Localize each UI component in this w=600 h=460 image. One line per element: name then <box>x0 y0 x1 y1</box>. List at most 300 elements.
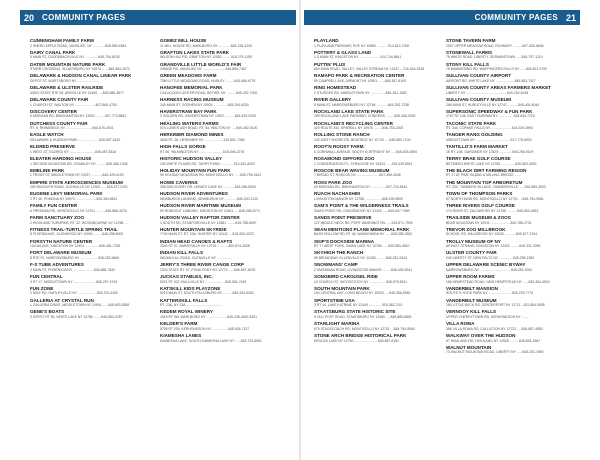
listing-entry <box>314 309 450 319</box>
listing-entry <box>314 85 450 95</box>
page-fold <box>299 0 301 460</box>
listing-entry <box>30 121 166 131</box>
listing-entry <box>446 85 582 95</box>
listing-name: ROCKLAND'S RECYCLING CENTER <box>314 120 393 126</box>
listing-name: TROLLY MUSEUM OF NY <box>446 238 501 244</box>
listing-name: RUACH NACHASHIM <box>314 191 360 197</box>
listing-address: 1 FRONT ST, MIDDLETOWN NY 10927 ............845-329-6100 <box>30 173 124 178</box>
listing-address: SAM'S POINT RD, CRAGSMOOR NY 12420 ......845-647-7989 <box>314 208 410 213</box>
listing-address: 1 GALLERIA DRIVE, MIDDLETOWN NY 10941 ......845-693-8368 <box>30 303 130 308</box>
listing-entry <box>160 333 296 343</box>
listing-name: SONGBIRD CAROUSEL RIDE <box>314 273 378 279</box>
listing-address: 180 LITTLE NECK RD, CENTERPORT NY 11721 ..631-854-5555 <box>446 303 545 308</box>
listing-address: KIAMESHA LAKE, SOUTH KIAMESHA LAKE NY ......845-794-5561 <box>160 338 262 343</box>
listing-entry <box>446 38 582 48</box>
listing-address: 2333 STATE RT. 97, POND EDDY NY 12770 ......845-557-6078 <box>160 267 256 272</box>
listing-name: DELAWARE & HUDSON CANAL LINEAR PARK <box>30 73 132 79</box>
listing-entry <box>314 62 450 72</box>
listing-name: KIAMESHA LANES <box>160 332 202 338</box>
listing-entry <box>314 333 450 343</box>
listing-name: SPORTSTIME USA <box>314 297 355 303</box>
listing-address: 5201 RT 302, BULLVILLE NY .....................845-361-7429 <box>160 279 247 284</box>
listing-address: 1 SECOND MOUNTAIN RD, CRAWLEY NY ..........845-386-1445 <box>30 161 128 166</box>
listing-name: SANDS POINT PRESERVE <box>314 214 372 220</box>
listing-address: 2097 UPPER MEADOW ROAD, ROXBURY ..........607-326-6606 <box>446 43 544 48</box>
listing-address: 2 SNOWMAN ROAD, LIVINGSTON MANOR .........845-439-5641 <box>314 267 413 272</box>
listing-entry <box>314 132 450 142</box>
listing-name: FITNESS TRAIL-TURTLE SPRING TRAIL <box>30 226 118 232</box>
listing-entry <box>30 38 166 48</box>
listing-address: 3 RT 44, LAKE KATRINE NY 12449 ..............518-382-2111 <box>314 303 403 308</box>
listing-name: SKIP'S DOCKSIDE MARINA <box>314 238 375 244</box>
listing-address: UPPER CHERRYTOWN RD, KERHONKSON NY ........ <box>446 314 530 319</box>
listing-name: HAVERSTRAW BAY PARK <box>160 108 217 114</box>
listing-name: SOUTH MOUNTAIN PARK <box>314 285 370 291</box>
listing-name: EAGLE WATCH <box>30 132 64 138</box>
listing-name: ROSAMOND GIFFORD ZOO <box>314 155 375 161</box>
listing-address: 6 CORNWALL AVENUE, SOUTH KORTRIGHT NY .....845-526-0500 <box>314 149 418 154</box>
listing-address: 4626 RT. 28, HERKIMER NY ....................315-891-7355 <box>160 137 245 142</box>
left-page-number: 20 <box>24 12 35 23</box>
listing-entry <box>314 97 450 107</box>
listing-entry <box>446 321 582 331</box>
right-page-header <box>304 10 580 25</box>
listing-address: 574 LOWER ASH ROAD, RT. 64, WALTON NY .....845-482-0100 <box>160 126 258 131</box>
listing-name: SNOWMANS' CAMP <box>314 262 358 268</box>
listing-name: TERRY BRAE GOLF COURSE <box>446 155 511 161</box>
listing-name: WALKWAY OVER THE HUDSON <box>446 332 516 338</box>
listing-entry <box>446 333 582 343</box>
listing-address: 3340 RT 97, BARRYVILLE NY 12719 ............800-874-2628 <box>160 244 250 249</box>
right-page-number: 21 <box>565 12 576 23</box>
listing-entry <box>314 109 450 119</box>
listing-name: FUN CENTRAL <box>30 273 63 279</box>
listing-column-1 <box>30 38 166 450</box>
listing-name: INDIAN HEAD CANOES & RAFTS <box>160 238 233 244</box>
listing-address: 6 MORGAN RD, BINGHAMTON NY 13903 ..........607-773-8661 <box>30 114 127 119</box>
listing-address: 1519 RT 9W, MARLBORO NY ......................845-236-4000-4281 <box>160 314 258 319</box>
listing-name: HISTORIC HUDSON VALLEY <box>160 155 223 161</box>
listing-address: 2 STURGES RD, MIDDLETOWN NY ................845-361-1562 <box>314 90 407 95</box>
listing-entry <box>446 109 582 119</box>
listing-column-2 <box>160 38 296 450</box>
listing-name: TANGER RANG GOLDING <box>446 132 503 138</box>
listing-name: CUNNINGHAM FAMILY FARM <box>30 38 94 43</box>
listing-name: ULSTER COUNTY FAIR <box>446 250 497 256</box>
listing-name: RIVER GALLERY <box>314 96 352 102</box>
listing-entry <box>446 227 582 237</box>
listing-entry <box>160 121 296 131</box>
listing-entry <box>160 203 296 213</box>
listing-name: FAMILY FUN CENTER <box>30 203 78 209</box>
listing-address: 265 MAIN ST, HURLEYVILLE NY 12747 ...........845-434-8044 <box>446 102 540 107</box>
listing-address: 249 LIBERTY ST, NEW PALTZ NY ...............845-255-1380 <box>446 255 535 260</box>
listing-address: 8 RTE 97, NARROWSBURG NY ...................845-252-6660 <box>30 255 120 260</box>
listing-name: THE MOUNTAIN TOP ARBORETUM <box>446 179 523 185</box>
listing-entry <box>314 144 450 154</box>
listing-name: VANDERBILT MUSEUM <box>446 297 497 303</box>
listing-address: CALLICOON CENTER ROAD, BETHEL NY ..........845-252-7000 <box>160 90 258 95</box>
listing-name: FARM SANCTUARY ZOO <box>30 214 85 220</box>
listing-entry <box>160 321 296 331</box>
listing-entry <box>446 50 582 60</box>
listing-address: 299 ROCKLAND LAKE PARKWAY, CONGERS .........845-268-3020 <box>314 114 416 119</box>
listing-name: FORSYTH NATURE CENTER <box>30 238 93 244</box>
listing-address: 240 MAIN ST, GOSHEN NY 10924 ...............845-294-6330 <box>160 102 249 107</box>
listing-name: KATTERSKILL FALLS <box>160 297 208 303</box>
listing-name: WALNUT MOUNTAIN <box>446 344 492 350</box>
listing-address: 675 STAGECOACH RD, MONTICELLO NY 12701 ...845-794-5565 <box>314 326 415 331</box>
listing-name: HUDSON RIVER MARITIME MUSEUM <box>160 203 241 209</box>
listing-entry <box>314 274 450 284</box>
listing-address: RT. 23C, TANNERS VILLAGE, TANNERSVILLE ......518-589-3903 <box>446 185 546 190</box>
listing-name: ROSCOE BEAR WAVING MUSEUM <box>314 167 390 173</box>
listing-name: HUDSON RIVER ADVENTURES <box>160 191 228 197</box>
listing-address: 60 MORGAN RD, BINGHAMTON NY ................607-724-5461 <box>314 185 408 190</box>
left-page-title: COMMUNITY PAGES <box>42 13 126 22</box>
listing-name: STONEWALL FARMS <box>446 49 493 55</box>
listing-address: BEAR MOUNTAIN NY 10911 .....................845-786-2701 <box>446 220 532 225</box>
listing-address: 7740 MAIN ST, RT. 23A, HUNTER NY 12442 ....518-263-4223 <box>160 232 254 237</box>
listing-entry <box>446 62 582 72</box>
listing-address: 8 MAIN ST, NARROWSBURG NY 12764 ............845-252-7238 <box>314 102 409 107</box>
listing-address: DELAWARE & HUDSON PARK ......................845-557-6162 <box>30 137 121 142</box>
listing-address: RT 86, WILMINGTON NY .........................518-946-2278 <box>160 149 245 154</box>
listing-name: HEALING WATERS FARMS <box>160 120 219 126</box>
listing-address: 150 WHITE PLAINS RD, TARRYTOWN ..............914-631-8200 <box>160 161 255 166</box>
listing-name: EMPIRE STATE AEROSCIENCES MUSEUM <box>30 179 123 185</box>
listing-entry <box>160 144 296 154</box>
listing-entry <box>160 168 296 178</box>
listing-name: RING HOMESTEAD <box>314 85 357 91</box>
listing-name: HOWE CAVERNS <box>160 179 198 185</box>
listing-address: 5219 MAIN ST, SOUTH FALLSBURG NY ..........845-434-5262 <box>160 291 254 296</box>
listing-entry <box>30 85 166 95</box>
listing-entry <box>446 309 582 319</box>
listing-entry <box>446 121 582 131</box>
listing-entry <box>30 73 166 83</box>
listing-address: 50 RONDOUT LANDING, KINGSTON NY 12401 .....845-338-0071 <box>160 208 261 213</box>
listing-entry <box>314 191 450 201</box>
listing-entry <box>446 203 582 213</box>
listing-address: 73 WALNUT MOUNTAIN ROAD, LIBERTY NY ......845-292-7690 <box>446 350 544 355</box>
listing-address: 1 SOUTH RD, STANFORDVILLE NY 12581 .........845-758-6957 <box>160 220 257 225</box>
listing-entry <box>314 286 450 296</box>
listing-entry <box>314 215 450 225</box>
listing-address: 1 PLAYLAND PARKWAY, RYE NY 10580 ............914-813-7000 <box>314 43 410 48</box>
listing-address: RT. 344, COPAKE FALLS NY ......................518-329-3993 <box>446 126 533 131</box>
listing-address: BETWEEN WHITE LAKE NY 12786 ...............845-583-4000 <box>446 161 537 166</box>
listing-entry <box>30 62 166 72</box>
listing-name: STONE TAVERN FARM <box>446 38 496 43</box>
listing-address: 186 HEMPSTEAD ROAD, NEW HEMPSTEAD NY ......845-354-4500 <box>446 279 550 284</box>
listing-address: 76 WHITE ROAD, LIBERTY, GERMANTOWN ......845-797-1210 <box>446 55 543 60</box>
listing-address: 194 CENTRAL AVE, LONG BEACH NY 10923 .....845-356-5960 <box>314 291 411 296</box>
listing-address: 55 BROADWAY, ELLENVILLE NY 12428 ..........845-331-9343 <box>314 255 407 260</box>
listing-entry <box>160 97 296 107</box>
listing-address: 5 MAIN ST, CUDDEBACKVILLE NY ..............845-754-8108 <box>30 55 120 60</box>
listing-name: DISCOVERY CENTER <box>30 108 77 114</box>
listing-address: 7360 LITTLE MEADOWS ROAD, HURLEY .........845-466-6778 <box>160 78 256 83</box>
listing-name: EMELINE PARK <box>30 167 65 173</box>
listing-address: AIRPORT RD, WHITE LAKE NY ....................845-583-7427 <box>446 78 536 83</box>
listing-address: 2 SHERD APPLE ROAD, VANSLIKE, NY .............845-583-6383 <box>30 43 127 48</box>
listing-address: 250 RUDOLPH ROAD, GLENVILLE NY 12302 ......518-377-2191 <box>30 185 128 190</box>
listing-name: GREEN MEADOWS FARM <box>160 73 217 79</box>
listing-name: ROCKLAND LAKE STATE PARK <box>314 108 384 114</box>
listing-entry <box>160 239 296 249</box>
listing-name: SEAN MENTIONS PLANE MEMORIAL PARK <box>314 226 410 232</box>
listing-name: JUCKAS STABLES, INC. <box>160 273 214 279</box>
listing-entry <box>446 191 582 201</box>
listing-address: 4 RT 17, MIDDLETOWN NY ........................845-297-1919 <box>30 279 118 284</box>
listing-name: SULLIVAN COUNTY AIRPORT <box>446 73 511 79</box>
listing-address: WILSON HILL RD, GRAFTON NY 12082 .........518-279-1155 <box>160 55 252 60</box>
listing-entry <box>30 309 166 319</box>
listing-name: ELDRED PRESERVE <box>30 144 76 150</box>
listing-address: 174 RIVER ST, ZALOWS RD NY 12768 ...........845-693-4553 <box>446 208 539 213</box>
listing-name: SUPERSONIC SPEEDWAY & FUN PARK <box>446 108 533 114</box>
listing-address: INDIAN KILL ROAD, GLENVILLE NY .............. <box>160 255 231 260</box>
listing-address: 99 HOLIDAY MOUNTAIN RD, MONTICELLO NY ......845-796-3161 <box>160 173 262 178</box>
listing-name: STAATSBURG STATE HISTORIC SITE <box>314 309 396 315</box>
listing-entry <box>446 156 582 166</box>
listing-name: HUDSON VALLEY RAPTOR CENTER <box>160 214 240 220</box>
listing-name: GALLERIA AT CRYSTAL RUN <box>30 297 94 303</box>
listing-address: RT. 9, RHINEBECK NY ............................845-876-4001 <box>30 126 114 131</box>
listing-address: RT 77 WEST FORK, SWAN LAKE NY 12783 ......845-583-4510 <box>314 244 410 249</box>
listing-address: LIBERTY NY ...........................................845-292-6248 <box>446 90 529 95</box>
listing-entry <box>314 250 450 260</box>
listing-entry <box>160 62 296 72</box>
listing-address: STARR CROSSING, SLOATSBURG NY 10974 .......845-364-2670 <box>30 67 130 72</box>
listing-name: EUGENE LEVY MEMORIAL PARK <box>30 191 103 197</box>
listing-name: THREE RIVERS GOLF COURSE <box>446 203 515 209</box>
listing-entry <box>160 156 296 166</box>
listing-name: HANOFEE MEMORIAL PARK <box>160 85 223 91</box>
listing-name: GRAFTON LAKES STATE PARK <box>160 49 230 55</box>
listing-name: INDIAN KILL FALLS <box>160 250 204 256</box>
listing-entry <box>30 203 166 213</box>
listing-name: RAMAPO PARK & RECREATION CENTER <box>314 73 405 79</box>
listing-entry <box>160 50 296 60</box>
listing-address: 2 GOLDEN RD, HAVERSTRAW NY 10927 ..........845-429-9326 <box>160 114 256 119</box>
listing-entry <box>314 298 450 308</box>
listing-name: ROSS PARK ZOO <box>314 179 353 185</box>
listing-entry <box>314 168 450 178</box>
listing-name: VANDERBILT MANSION <box>446 285 498 291</box>
listing-name: SKYHIGH THE RANCH <box>314 250 364 256</box>
listing-address: 5755 RT 209, KERHONKSON NY .................845-626-7137 <box>160 326 250 331</box>
listing-entry <box>160 274 296 284</box>
listing-name: HERKIMER DIAMOND MINES <box>160 132 224 138</box>
listing-entry <box>160 250 296 260</box>
listing-address: 2 RT 45, POMONA NY 10970 ......................845-354-8811 <box>30 196 118 201</box>
listing-name: KELDER'S FARM <box>160 321 198 327</box>
listing-address: NEWBURGH LANDING, NEWBURGH NY .............845-220-2120 <box>160 196 259 201</box>
listing-entry <box>30 274 166 284</box>
listing-entry <box>446 168 582 178</box>
listing-address: RT. 23A, NY 23A ...................................... <box>160 303 223 308</box>
listing-name: GOMEZ MILL HOUSE <box>160 38 207 43</box>
listing-name: GRANDVILLE LITTLE WORLD'S FAIR <box>160 61 242 67</box>
listing-address: 255 DISCOVERY DR, HOWES CAVE NY ............518-296-8900 <box>160 185 256 190</box>
listing-name: F-S TUBE ADVENTURES <box>30 262 84 268</box>
listing-entry <box>30 180 166 190</box>
listing-name: DAIRY CANAL PARK <box>30 49 76 55</box>
listing-column-4 <box>446 38 582 450</box>
listing-entry <box>314 321 450 331</box>
listing-address: RT 17 AT PINE ISLAND & MILLING BRIDGE ....... <box>446 173 522 178</box>
listing-name: HUNTER MOUNTAIN SKYRIDE <box>160 226 227 232</box>
listing-entry <box>314 203 450 213</box>
listing-entry <box>446 215 582 225</box>
listing-entry <box>160 227 296 237</box>
listing-entry <box>446 132 582 142</box>
listing-entry <box>314 227 450 237</box>
listing-address: LUCAS AVE, KINGSTON NY 12401 ...............845-481-7333 <box>30 244 121 249</box>
listing-name: TREVOR ZOO MILLBROOK <box>446 226 506 232</box>
listing-name: TANTILLO'S FARM MARKET <box>446 144 508 150</box>
listing-entry <box>30 50 166 60</box>
listing-entry <box>160 180 296 190</box>
listing-entry <box>30 191 166 201</box>
listing-name: DELAWARE COUNTY FAIR <box>30 96 89 102</box>
listing-name: VILLA ROMA <box>446 321 475 327</box>
listing-entry <box>314 73 450 83</box>
listing-address: 127 MIDDLE NECK RD, PORT WASHINGTON ......516-571-7900 <box>314 220 413 225</box>
listing-entry <box>446 180 582 190</box>
listing-entry <box>446 298 582 308</box>
listing-entry <box>30 286 166 296</box>
listing-address: 3 GRYST RT 55, WHITE LAKE NY 12786 ........845-583-4787 <box>30 314 123 319</box>
listing-address: KENOZA LAKE NY 12750 .........................845-887-6181 <box>314 338 399 343</box>
listing-address: 1 CONSERVATION PL, SYRACUSE NY 13204 ......315-435-8511 <box>314 161 413 166</box>
listing-name: DATER MOUNTAIN NATURE PARK <box>30 61 106 67</box>
listing-entry <box>160 191 296 201</box>
listing-entry <box>314 262 450 272</box>
listing-name: UPPER DELAWARE SCENIC BYWAY <box>446 262 526 268</box>
listing-entry <box>314 50 450 60</box>
listing-entry <box>30 298 166 308</box>
listing-address: MIDDLETOWN NY .....................................917-775-6920 <box>446 137 532 142</box>
listing-address: NARROWSBURG NY .................................845-252-3022 <box>446 267 533 272</box>
listing-address: 11 MILL HOUSE RD, MARLBORO NY .............845-236-3126 <box>160 43 252 48</box>
listing-entry <box>314 38 450 48</box>
listing-entry <box>314 121 450 131</box>
listing-entry <box>314 180 450 190</box>
listing-name: STARLIGHT MARINA <box>314 321 360 327</box>
listing-address: 2 MAIN ST, PHOENICIA NY ......................845-688-7633 <box>30 267 115 272</box>
listing-name: JERRY'S THREE RIVER CANOE CORP <box>160 262 244 268</box>
listing-address: 1 S MAIN ST, KINGSTON NY ......................914-744-6841 <box>314 55 402 60</box>
listing-address: 6 FREEMAN RD, MONTICELLO NY 12701 ..........845-888-3276 <box>30 208 127 213</box>
listing-address: 8 FLORIDA AVE, GLENWOOD NY 12594 .........845-298-5000 <box>30 232 124 237</box>
listing-address: 5 OLD POST ROAD, STAATSBURG NY 12580 .....845-889-8851 <box>314 314 412 319</box>
listing-entry <box>314 239 450 249</box>
listing-entry <box>314 156 450 166</box>
listing-name: ROLLING STONE RANCH <box>314 132 370 138</box>
listing-entry <box>30 239 166 249</box>
listing-address: 87 HAVILAND RD, HIGHLAND NY 12528 ..........845-834-2867 <box>446 338 541 343</box>
listing-entry <box>160 309 296 319</box>
listing-name: FORT DELAWARE MUSEUM <box>30 250 92 256</box>
listing-address: 57 NORTH MAIN RD, MONTICELLO NY 12701 ....845-794-9681 <box>446 196 544 201</box>
listing-name: TOWN OF THOMPSON PARKS <box>446 191 513 197</box>
listing-entry <box>30 168 166 178</box>
listing-name: KEDEM ROYAL WINERY <box>160 309 213 315</box>
listing-name: TACONIC STATE PARK <box>446 120 497 126</box>
listing-entry <box>446 262 582 272</box>
listing-name: SULLIVAN COUNTY MUSEUM <box>446 96 511 102</box>
listing-name: DELAWARE & ULSTER RAILRIDE <box>30 85 104 91</box>
listing-name: SULLIVAN COUNTY AREAS FARMERS MARKET <box>446 85 552 91</box>
listing-entry <box>446 274 582 284</box>
listing-address: ROUTE 9, HYDE PARK NY .........................845-229-7770 <box>446 291 534 296</box>
listing-name: SAM'S POINT & THE WILDERNESS TRAILS <box>314 203 409 209</box>
listing-entry <box>160 286 296 296</box>
listing-address: 43510 STATE RTE 28, ARKVILLE NY 12406 .....845-586-3877 <box>30 90 124 95</box>
listing-entry <box>160 109 296 119</box>
left-page-header <box>20 10 296 25</box>
listing-name: PLAYLAND <box>314 38 339 43</box>
listing-name: HOLIDAY MOUNTAIN FUN PARK <box>160 167 231 173</box>
listing-name: HIGH FALLS GORGE <box>160 144 206 150</box>
listing-entry <box>30 144 166 154</box>
listing-name: PUTTIN' PLUS <box>314 61 346 67</box>
listing-entry <box>30 215 166 225</box>
listing-address: 654 MAIN ROAD, VALLEY, VALLEY STREAM NY 12437 ...716-346-1818 <box>314 67 425 72</box>
listing-address: 16 RT. 208, GARDINER NY 12525 ..............845-256-9109 <box>446 149 534 154</box>
listing-entry <box>160 85 296 95</box>
listing-entry <box>446 345 582 355</box>
listing-name: DUTCHESS COUNTY FAIR <box>30 120 88 126</box>
listing-entry <box>160 215 296 225</box>
listing-name: ROOT'N ROOST FARM <box>314 144 364 150</box>
listing-name: KATSKILL KIDS PLAYZONE <box>160 285 221 291</box>
listing-entry <box>30 227 166 237</box>
listing-address: GRAND RD, VANSLIKE NY ........................845-865-7467 <box>160 67 247 72</box>
listing-address: 356 VILLA ROMA RD, CALLICOON NY 12723 .....845-887-4880 <box>446 326 543 331</box>
listing-name: STONY KILL FALLS <box>446 61 489 67</box>
listing-entry <box>446 73 582 83</box>
listing-name: TRAILSIDE MUSEUM & ZOOS <box>446 214 511 220</box>
listing-address: 1 CHURCH ST, WALTON NY ......................607-865-4763 <box>30 102 117 107</box>
listing-address: 59 CAMPBELL AVE, AIRMONT NY 10901 .......845-357-6100 <box>314 78 406 83</box>
listing-name: VERNOOY KILL FALLS <box>446 309 497 315</box>
listing-address: BASS HOLLOW RD, RT 46, WAWAYANDA NY ......845-355-0520 <box>314 232 413 237</box>
listing-entry <box>446 97 582 107</box>
listing-entry <box>446 286 582 296</box>
listing-address: LIVINGSTON MANOR NY 12758 ..................845-439-8900 <box>314 196 404 201</box>
listing-name: ELEATER HARDING HOUSE <box>30 155 92 161</box>
listing-address: 2 MILE RD, HURLEYVILLE NY ....................845-791-4400 <box>30 291 118 296</box>
listing-column-3 <box>314 38 450 450</box>
listing-entry <box>160 298 296 308</box>
listing-entry <box>30 97 166 107</box>
listing-address: 242 WEST SHORE RD, BEATRICE NY 12720 .....845-583-7100 <box>314 137 411 142</box>
listing-entry <box>446 239 582 249</box>
listing-address: SCHOOL RD, MILLBROOK NY 12545 ............845-677-3704 <box>446 232 538 237</box>
listing-entry <box>160 262 296 272</box>
listing-entry <box>160 38 296 48</box>
right-page-title: COMMUNITY PAGES <box>474 13 558 22</box>
listing-entry <box>30 156 166 166</box>
listing-address: 1 WEST ST, ELDRED NY ...........................845-557-8316 <box>30 149 117 154</box>
listing-address: 420 ROUTE 340, SPARKILL NY 10976 .........845-753-2200 <box>314 126 404 131</box>
listing-name: THE BLACK DIRT FARMING REGION <box>446 167 527 173</box>
listing-entry <box>446 144 582 154</box>
